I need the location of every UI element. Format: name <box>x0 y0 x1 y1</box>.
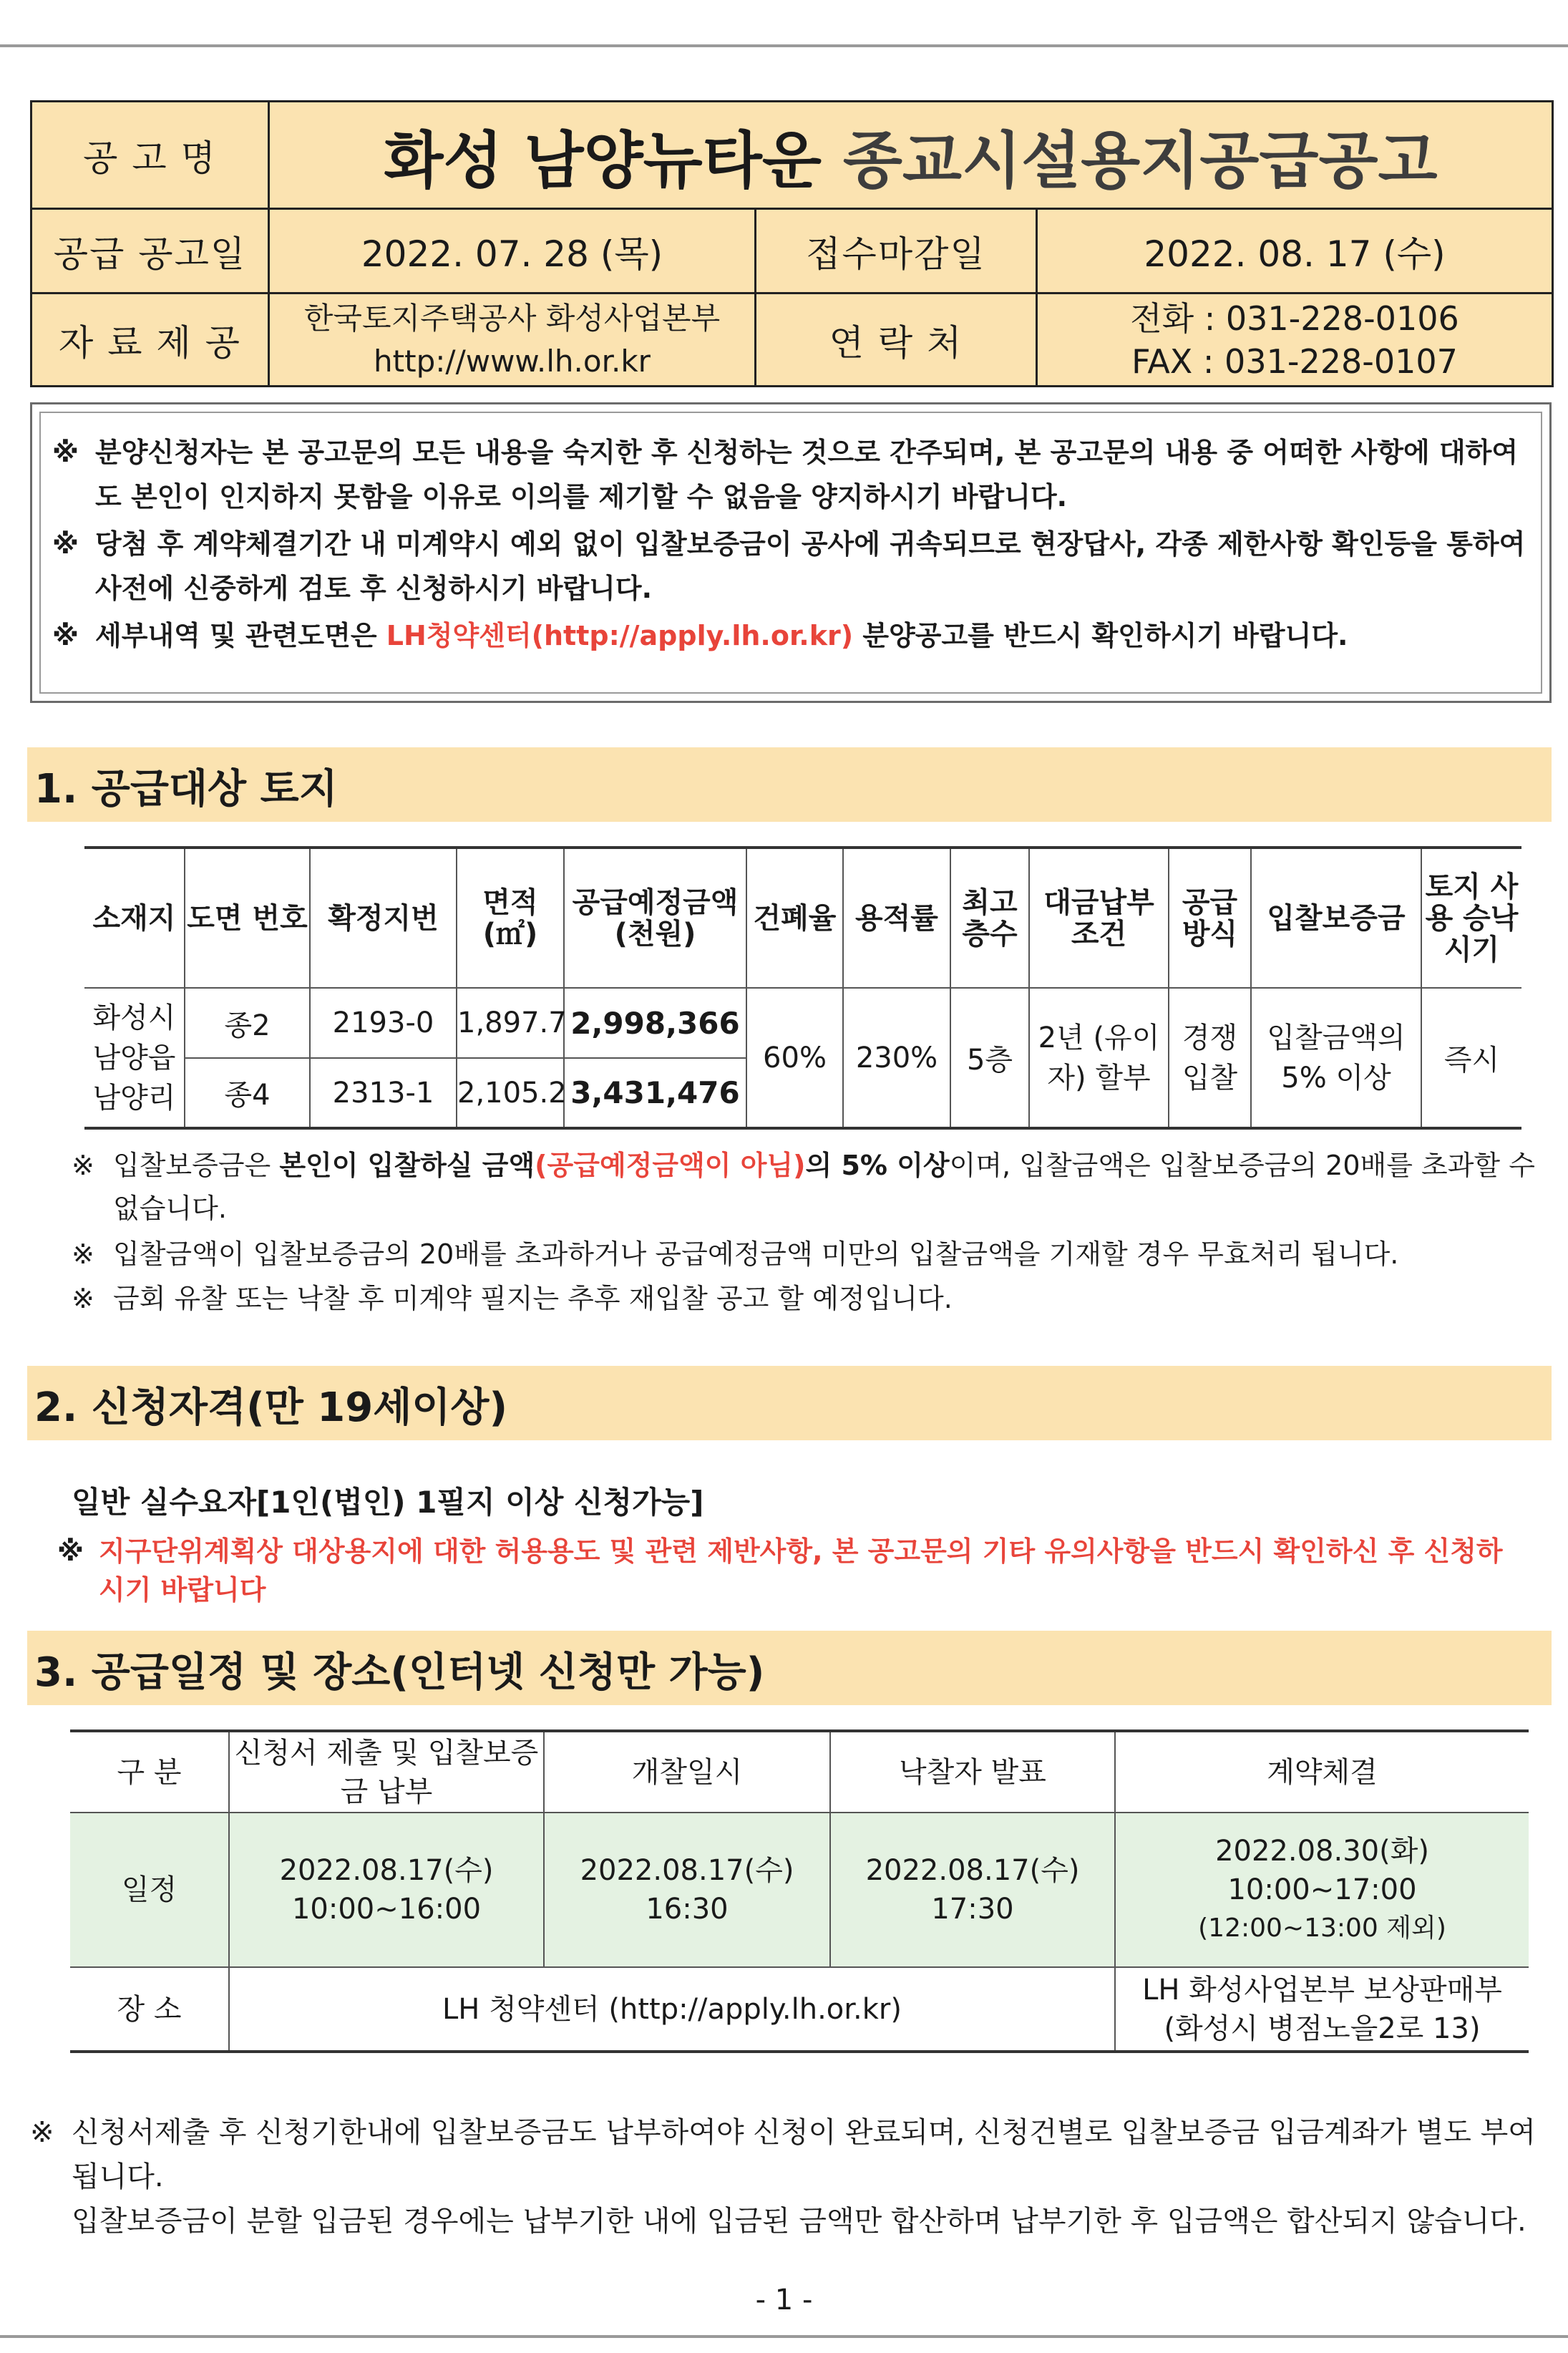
col-contract: 계약체결 <box>1115 1731 1529 1813</box>
contact-info <box>1037 293 1553 387</box>
col-submission: 신청서 제출 및 입찰보증금 납부 <box>229 1731 544 1813</box>
phone-number: 전화 : 031-228-0106 <box>1130 299 1459 338</box>
col-supply-method: 공급 방식 <box>1169 848 1251 988</box>
reference-mark: ※ <box>72 1150 94 1181</box>
col-coverage: 건폐율 <box>746 848 843 988</box>
eligibility-warning: ※ 지구단위계획상 대상용지에 대한 허용용도 및 관련 제반사항, 본 공고문의 기타 유의사항을 반드시 확인하신 후 신청하시기 바랍니다 <box>57 1532 1503 1609</box>
section-3-header: 3. 공급일정 및 장소(인터넷 신청만 가능) <box>27 1631 1552 1705</box>
land-note-2: ※ 입찰금액이 입찰보증금의 20배를 초과하거나 공급예정금액 미만의 입찰금액을 기재할 경우 무효처리 됩니다. <box>72 1233 1560 1276</box>
plan-number-cell: 종2 <box>185 988 310 1058</box>
land-note-3: ※ 금회 유찰 또는 낙찰 후 미계약 필지는 추후 재입찰 공고 할 예정입니다. <box>72 1277 1546 1320</box>
top-rule <box>0 44 1568 47</box>
section-1-header: 1. 공급대상 토지 <box>27 747 1552 822</box>
col-opening: 개찰일시 <box>544 1731 830 1813</box>
notice-item-1: ※ 분양신청자는 본 공고문의 모든 내용을 숙지한 후 신청하는 것으로 간주되며, 본 공고문의 내용 중 어떠한 사항에 대하여도 본인이 인지하지 못함을 이유로 이의를 제기할 수 없음을 양지하시기 바랍니다. <box>52 430 1535 519</box>
price-cell: 2,998,366 <box>564 988 746 1058</box>
deadline-label: 접수마감일 <box>756 209 1037 293</box>
deadline-date: 2022. 08. 17 (수) <box>1037 209 1553 293</box>
reference-mark: ※ <box>52 620 79 651</box>
far-cell: 230% <box>843 988 950 1128</box>
source-label: 자 료 제 공 <box>31 293 269 387</box>
col-location: 소재지 <box>84 848 185 988</box>
submission-time: 2022.08.17(수) 10:00~16:00 <box>229 1813 544 1967</box>
col-category: 구 분 <box>70 1731 229 1813</box>
source-org: 한국토지주택공사 화성사업본부 <box>303 300 721 336</box>
reference-mark: ※ <box>57 1535 84 1567</box>
title-part-1: 화성 남양뉴타운 <box>384 125 843 197</box>
reference-mark: ※ <box>30 2116 54 2149</box>
col-floor-area-ratio: 용적률 <box>843 848 950 988</box>
date-label: 공급 공고일 <box>31 209 269 293</box>
reference-mark: ※ <box>72 1283 94 1314</box>
reference-mark: ※ <box>52 437 79 468</box>
col-use-time: 토지 사용 승낙 시기 <box>1421 848 1521 988</box>
title-part-2: 종교시설용지공급공고 <box>842 125 1438 197</box>
location-cell: 화성시 남양읍 남양리 <box>84 988 185 1128</box>
floors-cell: 5층 <box>950 988 1029 1128</box>
col-area: 면적 (㎡) <box>457 848 564 988</box>
place-contract: LH 화성사업본부 보상판매부 (화성시 병점노을2로 13) <box>1115 1967 1529 2052</box>
land-table <box>84 846 1521 1130</box>
place-label: 장 소 <box>70 1967 229 2052</box>
land-note-1: ※ 입찰보증금은 본인이 입찰하실 금액(공급예정금액이 아님)의 5% 이상이며, 입찰금액은 입찰보증금의 20배를 초과할 수 없습니다. <box>72 1144 1546 1230</box>
announcement-title <box>269 102 1553 209</box>
area-cell: 1,897.7 <box>457 988 564 1058</box>
section-2-header: 2. 신청자격(만 19세이상) <box>27 1366 1552 1440</box>
method-cell: 경쟁 입찰 <box>1169 988 1251 1128</box>
lot-number-cell: 2313-1 <box>310 1058 457 1128</box>
lh-apply-center-link[interactable]: LH청약센터(http://apply.lh.or.kr) <box>386 620 854 651</box>
col-announcement: 낙찰자 발표 <box>830 1731 1115 1813</box>
page-number: - 1 - <box>755 2284 813 2316</box>
opening-time: 2022.08.17(수) 16:30 <box>544 1813 830 1967</box>
eligibility-line: 일반 실수요자[1인(법인) 1필지 이상 신청가능] <box>72 1485 704 1520</box>
notice-item-3: ※ 세부내역 및 관련도면은 LH청약센터(http://apply.lh.or.kr) 분양공고를 반드시 확인하시기 바랍니다. <box>52 613 1535 658</box>
col-plan-number: 도면 번호 <box>185 848 310 988</box>
use-time-cell: 즉시 <box>1421 988 1521 1128</box>
notice-item-2: ※ 당첨 후 계약체결기간 내 미계약시 예외 없이 입찰보증금이 공사에 귀속되므로 현장답사, 각종 제한사항 확인등을 통하여 사전에 신중하게 검토 후 신청하시기 바랍니다. <box>52 522 1535 611</box>
col-max-floors: 최고 층수 <box>950 848 1029 988</box>
contract-time: 2022.08.30(화) 10:00~17:00 (12:00~13:00 제외) <box>1115 1813 1529 1967</box>
notice-box <box>30 402 1552 703</box>
schedule-row-label: 일정 <box>70 1813 229 1967</box>
col-price: 공급예정금액 (천원) <box>564 848 746 988</box>
contact-label: 연 락 처 <box>756 293 1037 387</box>
col-lot-number: 확정지번 <box>310 848 457 988</box>
coverage-cell: 60% <box>746 988 843 1128</box>
reference-mark: ※ <box>72 1238 94 1270</box>
announcement-time: 2022.08.17(수) 17:30 <box>830 1813 1115 1967</box>
place-online[interactable]: LH 청약센터 (http://apply.lh.or.kr) <box>229 1967 1115 2052</box>
title-label: 공 고 명 <box>31 102 269 209</box>
fax-number: FAX : 031-228-0107 <box>1131 341 1458 381</box>
col-deposit: 입찰보증금 <box>1251 848 1421 988</box>
announcement-header <box>30 100 1554 387</box>
deposit-cell: 입찰금액의 5% 이상 <box>1251 988 1421 1128</box>
schedule-table <box>70 1729 1529 2053</box>
reference-mark: ※ <box>52 528 79 560</box>
announcement-date: 2022. 07. 28 (목) <box>269 209 756 293</box>
bottom-rule <box>0 2335 1568 2338</box>
submission-footnote: ※ 신청서제출 후 신청기한내에 입찰보증금도 납부하여야 신청이 완료되며, 신청건별로 입찰보증금 입금계좌가 별도 부여됩니다. 입찰보증금이 분할 입금된 경우에는 납부기한 내에 입금된 금액만 합산하며 납부기한 후 입금액은 합산되지 않습니다. <box>30 2110 1547 2243</box>
payment-cell: 2년 (유이자) 할부 <box>1029 988 1169 1128</box>
source-url[interactable]: http://www.lh.or.kr <box>374 343 651 379</box>
lot-number-cell: 2193-0 <box>310 988 457 1058</box>
price-cell: 3,431,476 <box>564 1058 746 1128</box>
area-cell: 2,105.2 <box>457 1058 564 1128</box>
col-payment: 대금납부 조건 <box>1029 848 1169 988</box>
source-info <box>269 293 756 387</box>
plan-number-cell: 종4 <box>185 1058 310 1128</box>
